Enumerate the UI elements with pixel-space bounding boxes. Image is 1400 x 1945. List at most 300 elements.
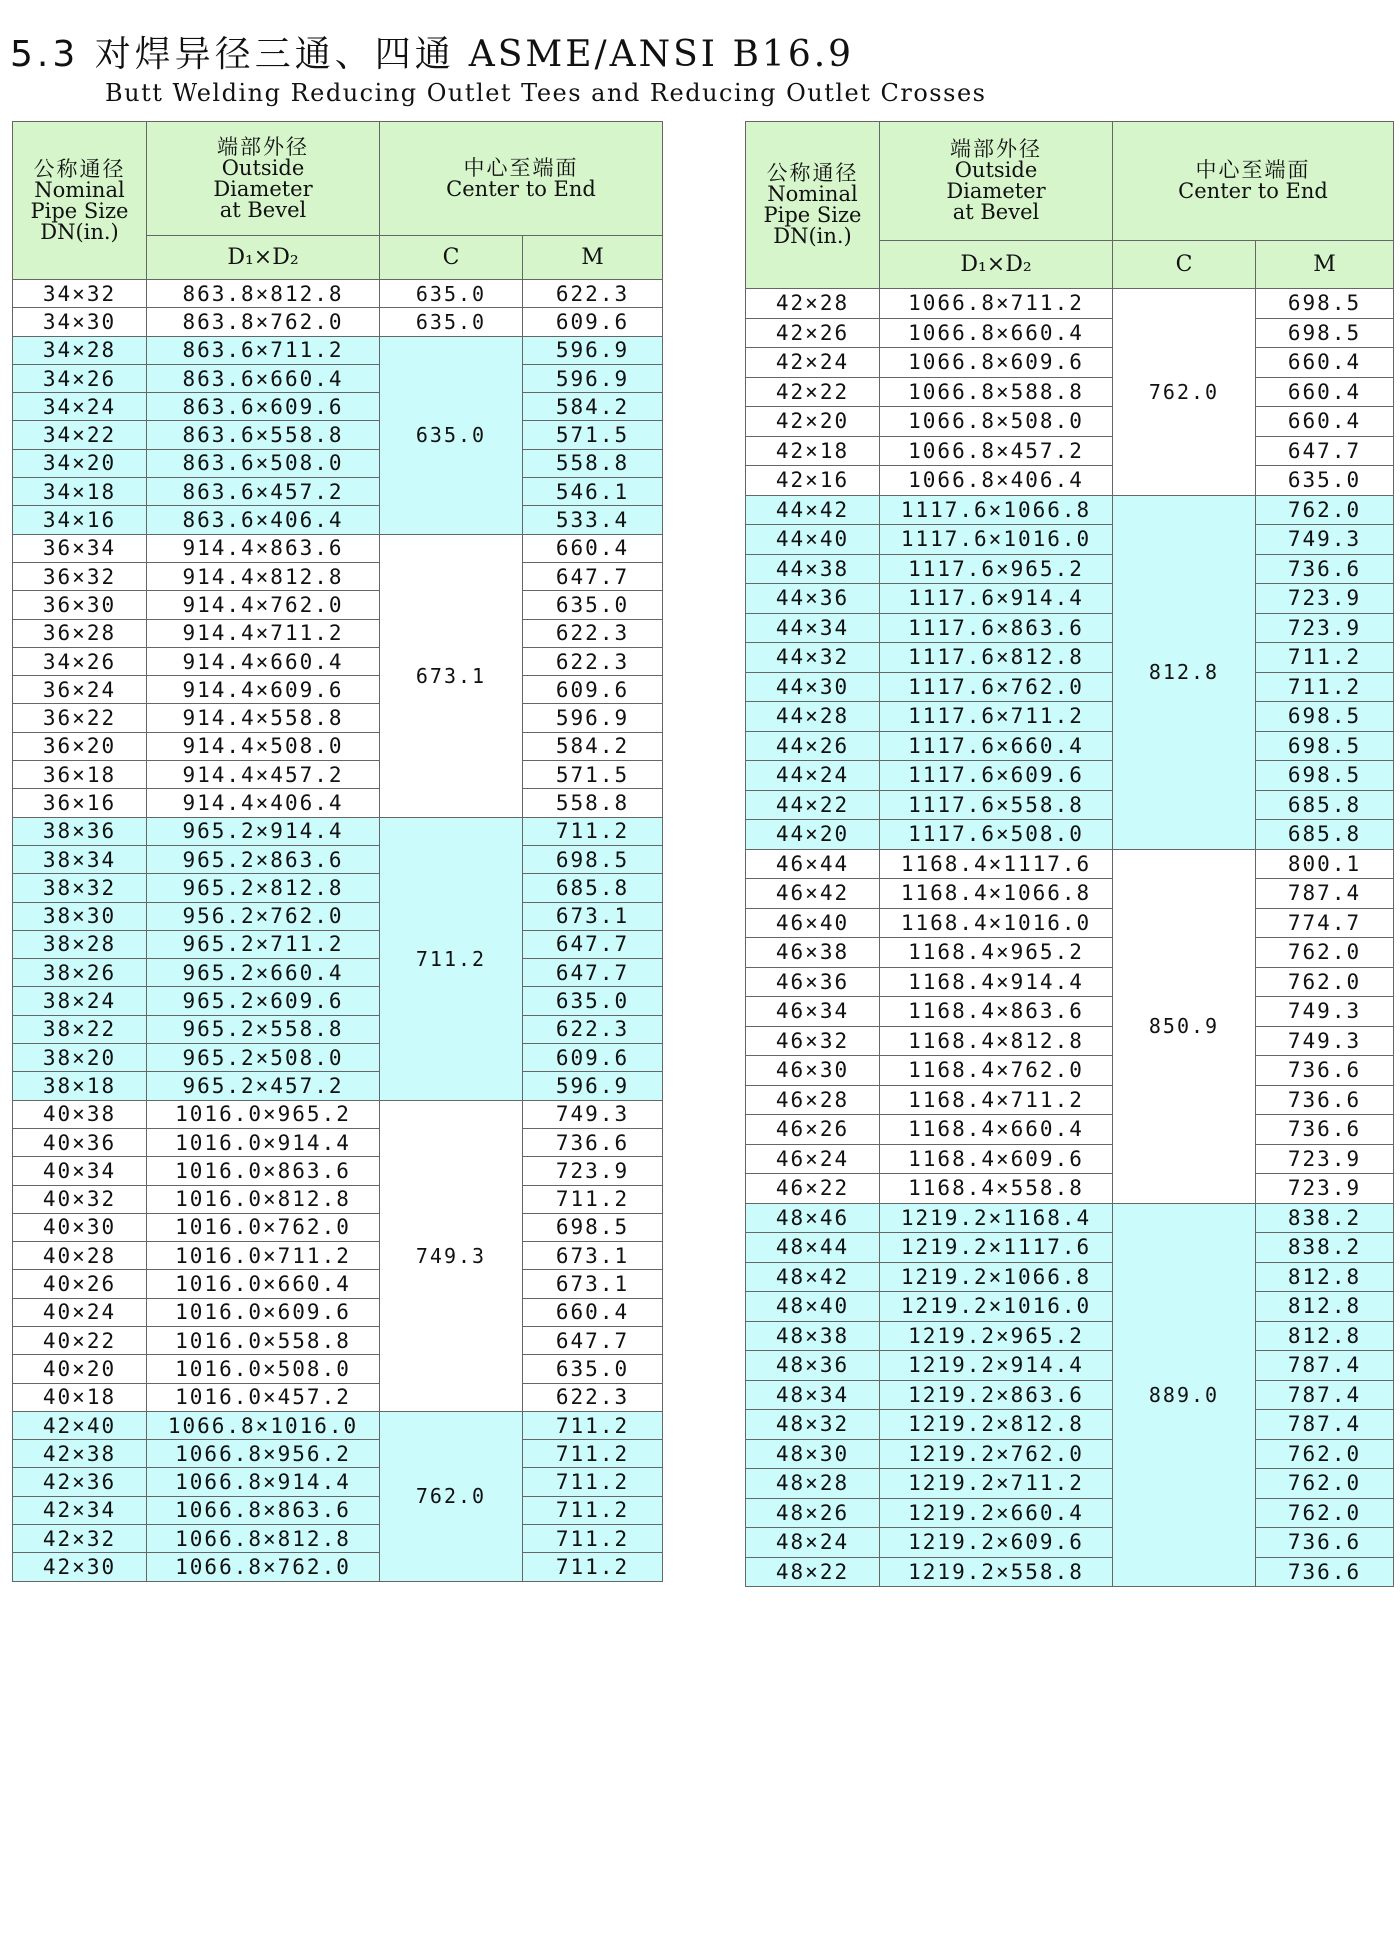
nominal-size-cell: 36×18 [13, 761, 147, 789]
nominal-size-cell: 42×32 [13, 1525, 147, 1553]
nominal-size-cell: 36×16 [13, 789, 147, 817]
table-row [13, 308, 663, 336]
center-to-end-m-cell: 698.5 [1256, 702, 1394, 732]
nominal-size-cell: 48×28 [746, 1469, 880, 1499]
table-row [746, 525, 1394, 555]
center-to-end-m-cell: 723.9 [1256, 584, 1394, 614]
table-row [746, 1380, 1394, 1410]
center-to-end-m-cell: 660.4 [523, 534, 663, 562]
outside-diameter-cell: 1168.4×914.4 [880, 967, 1113, 997]
outside-diameter-cell: 1016.0×609.6 [147, 1298, 380, 1326]
nominal-size-cell: 48×26 [746, 1498, 880, 1528]
outside-diameter-cell: 1066.8×812.8 [147, 1525, 380, 1553]
nominal-size-cell: 34×22 [13, 421, 147, 449]
table-row [746, 702, 1394, 732]
nominal-size-cell: 40×38 [13, 1100, 147, 1128]
nominal-size-cell: 46×26 [746, 1115, 880, 1145]
center-to-end-m-cell: 698.5 [523, 1213, 663, 1241]
table-row [746, 1026, 1394, 1056]
table-row [13, 1355, 663, 1383]
nominal-size-cell: 46×42 [746, 879, 880, 909]
table-row [746, 436, 1394, 466]
table-row [13, 1468, 663, 1496]
center-to-end-m-cell: 660.4 [1256, 407, 1394, 437]
table-row [13, 845, 663, 873]
table-row [13, 930, 663, 958]
table-row [13, 1044, 663, 1072]
nominal-size-cell: 40×18 [13, 1383, 147, 1411]
outside-diameter-cell: 1168.4×863.6 [880, 997, 1113, 1027]
table-row [746, 1144, 1394, 1174]
outside-diameter-cell: 1066.8×609.6 [880, 348, 1113, 378]
outside-diameter-cell: 965.2×558.8 [147, 1015, 380, 1043]
center-to-end-m-cell: 838.2 [1256, 1233, 1394, 1263]
table-row [13, 789, 663, 817]
table-row [13, 1553, 663, 1581]
center-to-end-m-cell: 647.7 [523, 562, 663, 590]
outside-diameter-cell: 863.8×812.8 [147, 280, 380, 308]
nominal-size-cell: 48×36 [746, 1351, 880, 1381]
nominal-size-cell: 38×28 [13, 930, 147, 958]
nominal-size-cell: 38×24 [13, 987, 147, 1015]
center-to-end-m-cell: 711.2 [1256, 672, 1394, 702]
outside-diameter-cell: 1219.2×609.6 [880, 1528, 1113, 1558]
center-to-end-m-cell: 812.8 [1256, 1321, 1394, 1351]
outside-diameter-cell: 1219.2×914.4 [880, 1351, 1113, 1381]
center-to-end-m-cell: 736.6 [1256, 1115, 1394, 1145]
outside-diameter-cell: 914.4×660.4 [147, 647, 380, 675]
outside-diameter-cell: 1066.8×406.4 [880, 466, 1113, 496]
dimension-table-left [12, 121, 663, 1582]
table-row [13, 1015, 663, 1043]
nominal-size-cell: 48×44 [746, 1233, 880, 1263]
center-to-end-m-cell: 812.8 [1256, 1262, 1394, 1292]
nominal-size-cell: 44×22 [746, 790, 880, 820]
outside-diameter-cell: 863.6×609.6 [147, 393, 380, 421]
outside-diameter-cell: 1168.4×711.2 [880, 1085, 1113, 1115]
nominal-size-cell: 38×30 [13, 902, 147, 930]
center-to-end-m-cell: 762.0 [1256, 938, 1394, 968]
outside-diameter-cell: 1066.8×457.2 [880, 436, 1113, 466]
center-to-end-m-cell: 685.8 [1256, 820, 1394, 850]
table-row [746, 790, 1394, 820]
nominal-size-cell: 44×32 [746, 643, 880, 673]
nominal-size-cell: 34×32 [13, 280, 147, 308]
table-row [13, 959, 663, 987]
outside-diameter-cell: 1219.2×558.8 [880, 1557, 1113, 1587]
outside-diameter-cell: 1117.6×609.6 [880, 761, 1113, 791]
nominal-size-cell: 44×20 [746, 820, 880, 850]
nominal-size-cell: 38×34 [13, 845, 147, 873]
center-to-end-m-cell: 622.3 [523, 280, 663, 308]
center-to-end-m-cell: 596.9 [523, 336, 663, 364]
center-to-end-m-cell: 787.4 [1256, 879, 1394, 909]
outside-diameter-cell: 1168.4×965.2 [880, 938, 1113, 968]
center-to-end-m-cell: 762.0 [1256, 1439, 1394, 1469]
center-to-end-m-cell: 711.2 [523, 1525, 663, 1553]
outside-diameter-cell: 956.2×762.0 [147, 902, 380, 930]
nominal-size-cell: 36×24 [13, 676, 147, 704]
title-cn: 5.3 对焊异径三通、四通 [10, 34, 455, 75]
nominal-size-cell: 38×36 [13, 817, 147, 845]
table-row [746, 731, 1394, 761]
nominal-size-cell: 40×20 [13, 1355, 147, 1383]
outside-diameter-cell: 1168.4×1066.8 [880, 879, 1113, 909]
center-to-end-c-cell: 673.1 [380, 534, 523, 817]
center-to-end-m-cell: 711.2 [523, 817, 663, 845]
header-m: M [523, 236, 663, 280]
outside-diameter-cell: 965.2×660.4 [147, 959, 380, 987]
nominal-size-cell: 42×16 [746, 466, 880, 496]
outside-diameter-cell: 1117.6×508.0 [880, 820, 1113, 850]
center-to-end-m-cell: 723.9 [523, 1157, 663, 1185]
table-row [746, 377, 1394, 407]
table-row [13, 874, 663, 902]
header-nominal-size: 公称通径 Nominal Pipe Size DN(in.) [13, 122, 147, 280]
center-to-end-m-cell: 609.6 [523, 676, 663, 704]
nominal-size-cell: 38×26 [13, 959, 147, 987]
center-to-end-m-cell: 596.9 [523, 1072, 663, 1100]
center-to-end-c-cell: 762.0 [1113, 289, 1256, 496]
table-row [13, 1128, 663, 1156]
center-to-end-m-cell: 622.3 [523, 647, 663, 675]
nominal-size-cell: 46×22 [746, 1174, 880, 1204]
outside-diameter-cell: 1016.0×508.0 [147, 1355, 380, 1383]
center-to-end-m-cell: 685.8 [523, 874, 663, 902]
header-d1xd2: D₁×D₂ [880, 241, 1113, 289]
nominal-size-cell: 40×24 [13, 1298, 147, 1326]
outside-diameter-cell: 863.8×762.0 [147, 308, 380, 336]
outside-diameter-cell: 1117.6×558.8 [880, 790, 1113, 820]
table-row [13, 1072, 663, 1100]
nominal-size-cell: 34×30 [13, 308, 147, 336]
nominal-size-cell: 48×30 [746, 1439, 880, 1469]
center-to-end-m-cell: 558.8 [523, 789, 663, 817]
center-to-end-m-cell: 736.6 [1256, 1557, 1394, 1587]
outside-diameter-cell: 863.6×406.4 [147, 506, 380, 534]
outside-diameter-cell: 1219.2×1168.4 [880, 1203, 1113, 1233]
center-to-end-m-cell: 546.1 [523, 478, 663, 506]
table-row [13, 1213, 663, 1241]
table-row [13, 506, 663, 534]
center-to-end-m-cell: 673.1 [523, 1242, 663, 1270]
nominal-size-cell: 46×38 [746, 938, 880, 968]
center-to-end-m-cell: 762.0 [1256, 967, 1394, 997]
nominal-size-cell: 36×30 [13, 591, 147, 619]
nominal-size-cell: 44×26 [746, 731, 880, 761]
nominal-size-cell: 34×28 [13, 336, 147, 364]
center-to-end-m-cell: 711.2 [523, 1468, 663, 1496]
center-to-end-m-cell: 774.7 [1256, 908, 1394, 938]
nominal-size-cell: 38×32 [13, 874, 147, 902]
nominal-size-cell: 42×40 [13, 1411, 147, 1439]
nominal-size-cell: 42×22 [746, 377, 880, 407]
outside-diameter-cell: 965.2×812.8 [147, 874, 380, 902]
table-row [13, 902, 663, 930]
outside-diameter-cell: 1219.2×660.4 [880, 1498, 1113, 1528]
center-to-end-m-cell: 736.6 [1256, 1528, 1394, 1558]
nominal-size-cell: 48×46 [746, 1203, 880, 1233]
table-row [13, 761, 663, 789]
table-row [13, 1383, 663, 1411]
table-row [746, 584, 1394, 614]
outside-diameter-cell: 1117.6×762.0 [880, 672, 1113, 702]
header-c: C [1113, 241, 1256, 289]
center-to-end-c-cell: 749.3 [380, 1100, 523, 1411]
center-to-end-m-cell: 711.2 [523, 1411, 663, 1439]
center-to-end-m-cell: 736.6 [1256, 1056, 1394, 1086]
center-to-end-c-cell: 850.9 [1113, 849, 1256, 1203]
center-to-end-m-cell: 787.4 [1256, 1410, 1394, 1440]
center-to-end-m-cell: 622.3 [523, 1015, 663, 1043]
nominal-size-cell: 42×30 [13, 1553, 147, 1581]
nominal-size-cell: 42×36 [13, 1468, 147, 1496]
outside-diameter-cell: 1016.0×762.0 [147, 1213, 380, 1241]
nominal-size-cell: 44×24 [746, 761, 880, 791]
outside-diameter-cell: 1219.2×965.2 [880, 1321, 1113, 1351]
table-row [13, 1157, 663, 1185]
header-outside-diameter: 端部外径 Outside Diameter at Bevel [147, 122, 380, 236]
center-to-end-m-cell: 647.7 [523, 959, 663, 987]
outside-diameter-cell: 1168.4×812.8 [880, 1026, 1113, 1056]
center-to-end-m-cell: 762.0 [1256, 1498, 1394, 1528]
center-to-end-m-cell: 584.2 [523, 732, 663, 760]
nominal-size-cell: 40×36 [13, 1128, 147, 1156]
nominal-size-cell: 34×20 [13, 449, 147, 477]
center-to-end-m-cell: 635.0 [1256, 466, 1394, 496]
table-row [746, 1528, 1394, 1558]
nominal-size-cell: 48×24 [746, 1528, 880, 1558]
table-row [13, 1326, 663, 1354]
table-row [746, 879, 1394, 909]
center-to-end-m-cell: 660.4 [523, 1298, 663, 1326]
outside-diameter-cell: 863.6×457.2 [147, 478, 380, 506]
table-row [13, 280, 663, 308]
table-row [13, 987, 663, 1015]
outside-diameter-cell: 863.6×558.8 [147, 421, 380, 449]
table-row [13, 817, 663, 845]
nominal-size-cell: 42×24 [746, 348, 880, 378]
outside-diameter-cell: 914.4×812.8 [147, 562, 380, 590]
outside-diameter-cell: 1168.4×660.4 [880, 1115, 1113, 1145]
nominal-size-cell: 46×34 [746, 997, 880, 1027]
outside-diameter-cell: 1066.8×508.0 [880, 407, 1113, 437]
outside-diameter-cell: 1219.2×863.6 [880, 1380, 1113, 1410]
center-to-end-m-cell: 698.5 [1256, 731, 1394, 761]
table-row [13, 1411, 663, 1439]
center-to-end-m-cell: 749.3 [523, 1100, 663, 1128]
table-row [746, 495, 1394, 525]
nominal-size-cell: 36×34 [13, 534, 147, 562]
center-to-end-m-cell: 711.2 [523, 1185, 663, 1213]
outside-diameter-cell: 1066.8×762.0 [147, 1553, 380, 1581]
nominal-size-cell: 48×40 [746, 1292, 880, 1322]
outside-diameter-cell: 914.4×609.6 [147, 676, 380, 704]
table-row [746, 967, 1394, 997]
outside-diameter-cell: 1117.6×914.4 [880, 584, 1113, 614]
table-row [746, 1321, 1394, 1351]
nominal-size-cell: 48×38 [746, 1321, 880, 1351]
center-to-end-m-cell: 596.9 [523, 704, 663, 732]
table-row [13, 364, 663, 392]
header-m: M [1256, 241, 1394, 289]
center-to-end-m-cell: 711.2 [523, 1440, 663, 1468]
outside-diameter-cell: 1168.4×1117.6 [880, 849, 1113, 879]
table-row [746, 613, 1394, 643]
table-row [746, 1085, 1394, 1115]
outside-diameter-cell: 965.2×457.2 [147, 1072, 380, 1100]
center-to-end-m-cell: 622.3 [523, 619, 663, 647]
outside-diameter-cell: 914.4×863.6 [147, 534, 380, 562]
center-to-end-c-cell: 635.0 [380, 336, 523, 534]
table-row [746, 1557, 1394, 1587]
outside-diameter-cell: 965.2×711.2 [147, 930, 380, 958]
center-to-end-m-cell: 711.2 [1256, 643, 1394, 673]
center-to-end-m-cell: 673.1 [523, 1270, 663, 1298]
outside-diameter-cell: 1219.2×762.0 [880, 1439, 1113, 1469]
table-row [13, 732, 663, 760]
header-center-to-end: 中心至端面 Center to End [380, 122, 663, 236]
table-row [13, 562, 663, 590]
nominal-size-cell: 48×34 [746, 1380, 880, 1410]
nominal-size-cell: 48×42 [746, 1262, 880, 1292]
center-to-end-m-cell: 698.5 [1256, 289, 1394, 319]
outside-diameter-cell: 1016.0×558.8 [147, 1326, 380, 1354]
table-row [13, 1298, 663, 1326]
table-row [13, 619, 663, 647]
nominal-size-cell: 46×36 [746, 967, 880, 997]
nominal-size-cell: 42×28 [746, 289, 880, 319]
nominal-size-cell: 36×20 [13, 732, 147, 760]
nominal-size-cell: 44×38 [746, 554, 880, 584]
table-row [13, 647, 663, 675]
outside-diameter-cell: 863.6×660.4 [147, 364, 380, 392]
outside-diameter-cell: 965.2×914.4 [147, 817, 380, 845]
nominal-size-cell: 40×34 [13, 1157, 147, 1185]
outside-diameter-cell: 1016.0×914.4 [147, 1128, 380, 1156]
table-row [13, 449, 663, 477]
table-row [746, 466, 1394, 496]
center-to-end-c-cell: 889.0 [1113, 1203, 1256, 1587]
center-to-end-m-cell: 749.3 [1256, 525, 1394, 555]
table-row [746, 643, 1394, 673]
outside-diameter-cell: 1219.2×812.8 [880, 1410, 1113, 1440]
nominal-size-cell: 46×24 [746, 1144, 880, 1174]
outside-diameter-cell: 1117.6×711.2 [880, 702, 1113, 732]
nominal-size-cell: 42×38 [13, 1440, 147, 1468]
outside-diameter-cell: 1016.0×660.4 [147, 1270, 380, 1298]
nominal-size-cell: 34×26 [13, 364, 147, 392]
table-row [13, 1440, 663, 1468]
center-to-end-m-cell: 762.0 [1256, 495, 1394, 525]
table-row [746, 908, 1394, 938]
nominal-size-cell: 48×22 [746, 1557, 880, 1587]
nominal-size-cell: 38×20 [13, 1044, 147, 1072]
center-to-end-m-cell: 635.0 [523, 591, 663, 619]
table-row [746, 849, 1394, 879]
table-row [746, 318, 1394, 348]
outside-diameter-cell: 1016.0×812.8 [147, 1185, 380, 1213]
nominal-size-cell: 46×32 [746, 1026, 880, 1056]
nominal-size-cell: 42×34 [13, 1496, 147, 1524]
table-row [13, 1185, 663, 1213]
page-title [10, 26, 854, 77]
center-to-end-m-cell: 698.5 [1256, 761, 1394, 791]
center-to-end-m-cell: 749.3 [1256, 1026, 1394, 1056]
header-d1xd2: D₁×D₂ [147, 236, 380, 280]
outside-diameter-cell: 863.6×711.2 [147, 336, 380, 364]
table-row [13, 421, 663, 449]
nominal-size-cell: 46×40 [746, 908, 880, 938]
outside-diameter-cell: 1219.2×1117.6 [880, 1233, 1113, 1263]
center-to-end-m-cell: 609.6 [523, 308, 663, 336]
center-to-end-m-cell: 736.6 [523, 1128, 663, 1156]
nominal-size-cell: 42×20 [746, 407, 880, 437]
outside-diameter-cell: 965.2×609.6 [147, 987, 380, 1015]
nominal-size-cell: 40×22 [13, 1326, 147, 1354]
nominal-size-cell: 42×26 [746, 318, 880, 348]
table-row [13, 1242, 663, 1270]
title-standard: ASME/ANSI B16.9 [468, 34, 855, 75]
center-to-end-m-cell: 736.6 [1256, 554, 1394, 584]
nominal-size-cell: 44×40 [746, 525, 880, 555]
outside-diameter-cell: 1066.8×660.4 [880, 318, 1113, 348]
table-row [13, 1270, 663, 1298]
table-row [13, 1100, 663, 1128]
center-to-end-c-cell: 635.0 [380, 280, 523, 308]
table-row [746, 1292, 1394, 1322]
nominal-size-cell: 40×30 [13, 1213, 147, 1241]
outside-diameter-cell: 1219.2×711.2 [880, 1469, 1113, 1499]
outside-diameter-cell: 1168.4×609.6 [880, 1144, 1113, 1174]
nominal-size-cell: 46×28 [746, 1085, 880, 1115]
center-to-end-m-cell: 660.4 [1256, 377, 1394, 407]
table-row [13, 704, 663, 732]
center-to-end-m-cell: 647.7 [1256, 436, 1394, 466]
nominal-size-cell: 46×30 [746, 1056, 880, 1086]
outside-diameter-cell: 1117.6×1066.8 [880, 495, 1113, 525]
header-outside-diameter: 端部外径 Outside Diameter at Bevel [880, 122, 1113, 241]
center-to-end-m-cell: 812.8 [1256, 1292, 1394, 1322]
nominal-size-cell: 36×22 [13, 704, 147, 732]
outside-diameter-cell: 1168.4×762.0 [880, 1056, 1113, 1086]
table-row [13, 336, 663, 364]
outside-diameter-cell: 1117.6×965.2 [880, 554, 1113, 584]
center-to-end-m-cell: 698.5 [1256, 318, 1394, 348]
nominal-size-cell: 38×22 [13, 1015, 147, 1043]
center-to-end-m-cell: 571.5 [523, 421, 663, 449]
outside-diameter-cell: 1066.8×588.8 [880, 377, 1113, 407]
table-row [746, 1410, 1394, 1440]
center-to-end-c-cell: 711.2 [380, 817, 523, 1100]
center-to-end-m-cell: 673.1 [523, 902, 663, 930]
outside-diameter-cell: 1066.8×863.6 [147, 1496, 380, 1524]
center-to-end-m-cell: 698.5 [523, 845, 663, 873]
page-subtitle: Butt Welding Reducing Outlet Tees and Reducing Outlet Crosses [105, 79, 987, 107]
outside-diameter-cell: 1016.0×711.2 [147, 1242, 380, 1270]
center-to-end-c-cell: 635.0 [380, 308, 523, 336]
outside-diameter-cell: 1066.8×1016.0 [147, 1411, 380, 1439]
table-row [746, 1174, 1394, 1204]
nominal-size-cell: 34×24 [13, 393, 147, 421]
outside-diameter-cell: 1066.8×956.2 [147, 1440, 380, 1468]
nominal-size-cell: 42×18 [746, 436, 880, 466]
table-row [746, 1469, 1394, 1499]
center-to-end-m-cell: 584.2 [523, 393, 663, 421]
outside-diameter-cell: 965.2×508.0 [147, 1044, 380, 1072]
center-to-end-m-cell: 647.7 [523, 1326, 663, 1354]
nominal-size-cell: 38×18 [13, 1072, 147, 1100]
